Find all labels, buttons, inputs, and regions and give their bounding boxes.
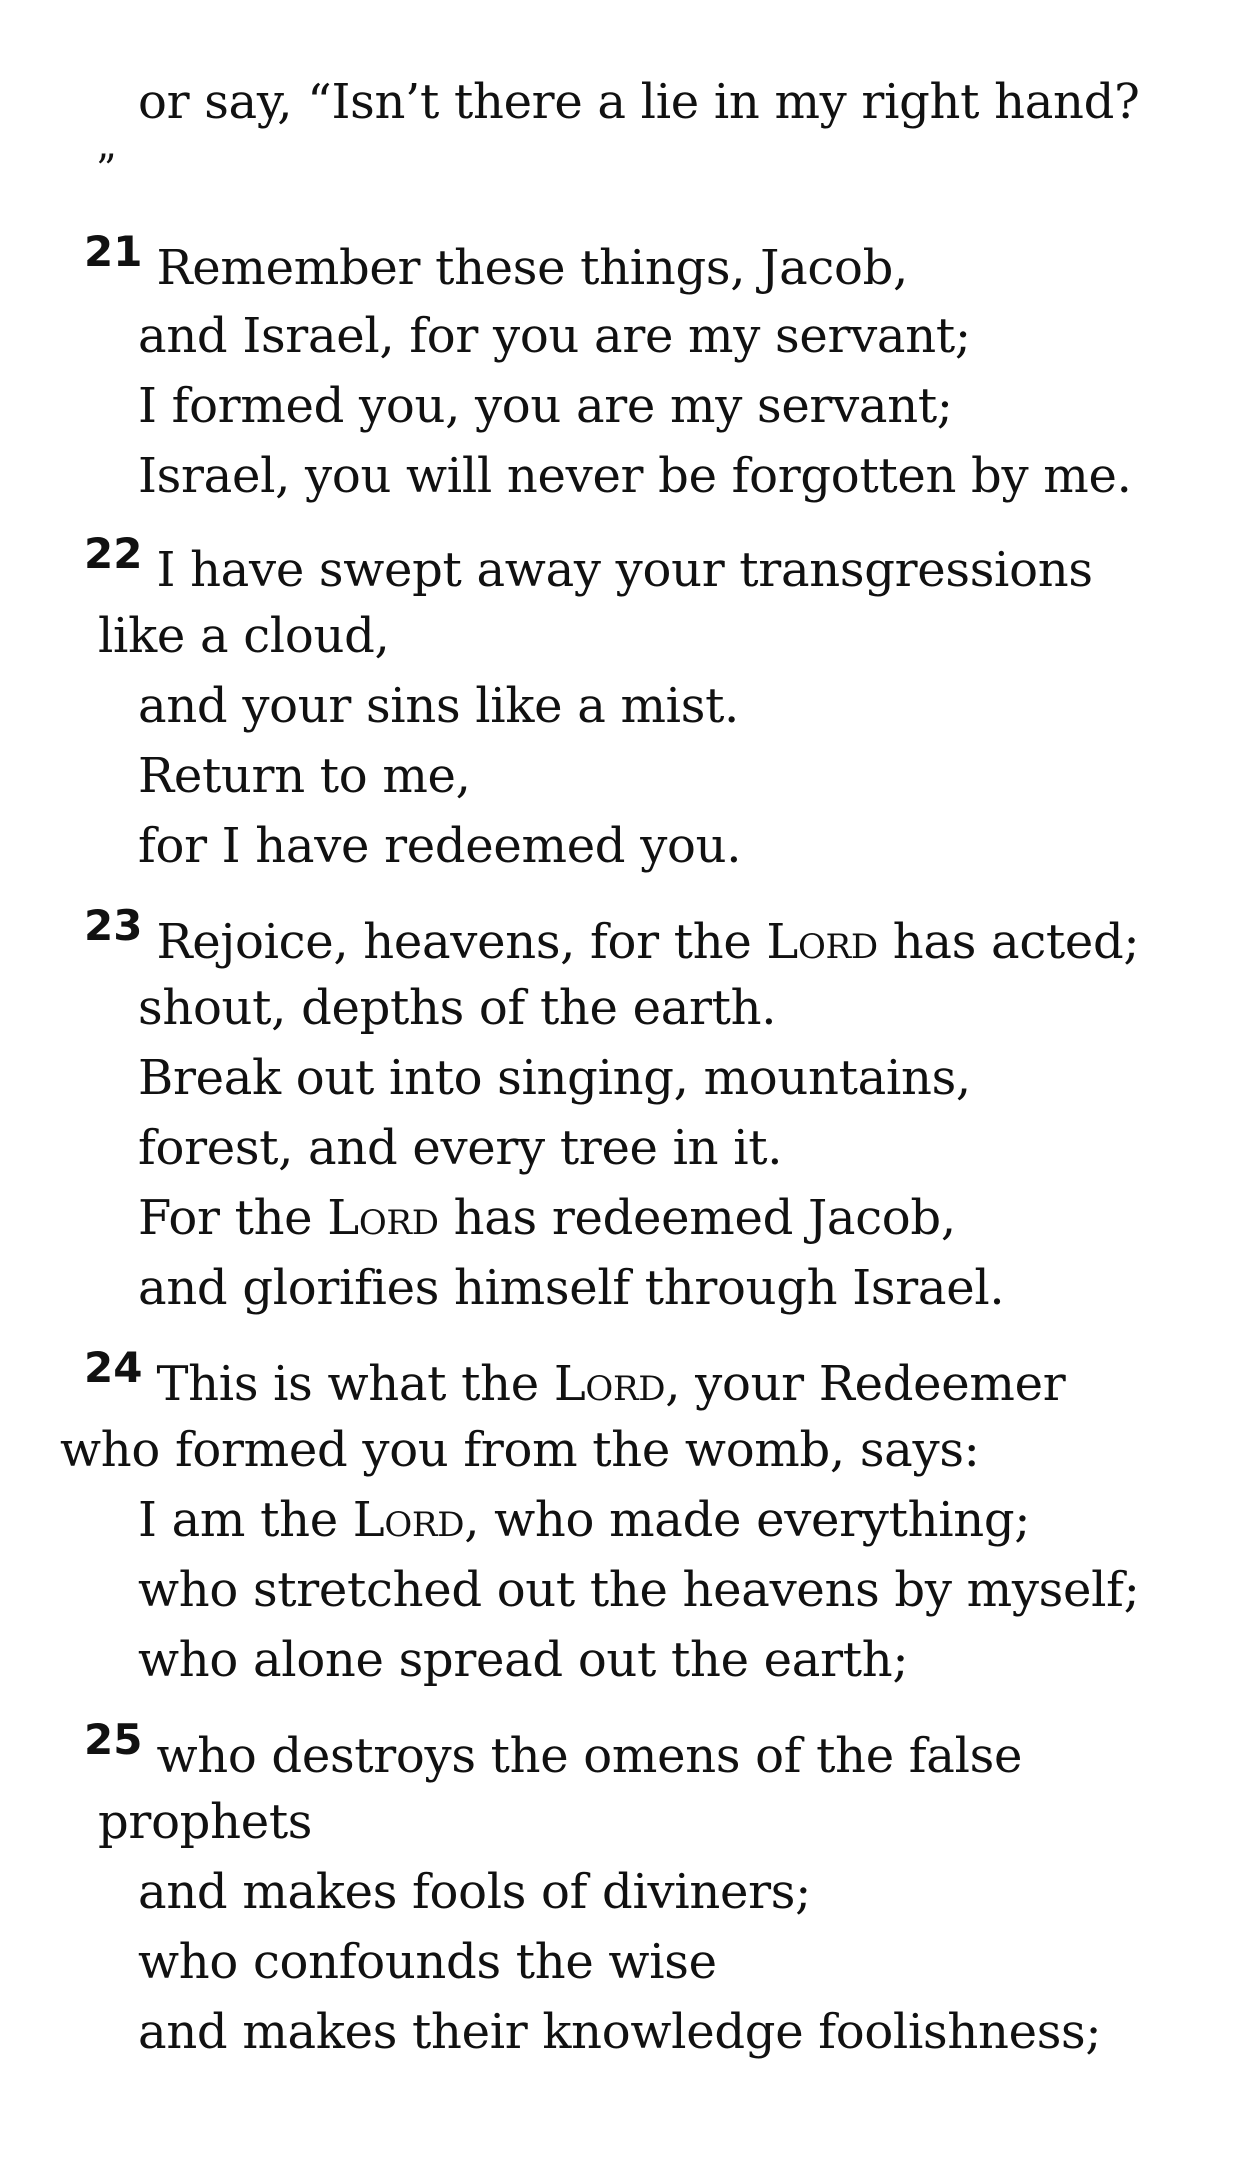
poetry-line: forest, and every tree in it. (138, 1120, 783, 1176)
verse-21-first-line (84, 227, 908, 300)
verse-number: 24 (84, 1343, 143, 1392)
verse-number: 22 (84, 529, 143, 578)
poetry-line: Return to me, (138, 748, 471, 804)
verse-number: 21 (84, 227, 143, 276)
poetry-line: I formed you, you are my servant; (138, 378, 953, 434)
verse-23-first-line (84, 901, 1140, 974)
divine-name: Lord (327, 1190, 439, 1246)
poetry-line: who stretched out the heavens by myself; (138, 1562, 1140, 1618)
poetry-line: for I have redeemed you. (138, 818, 742, 874)
line-text: has redeemed Jacob, (438, 1190, 956, 1246)
divine-name: Lord (352, 1492, 465, 1548)
poetry-line: and glorifies himself through Israel. (138, 1260, 1005, 1316)
verse-text: has acted; (877, 914, 1140, 970)
poetry-line: shout, depths of the earth. (138, 980, 777, 1036)
poetry-line-continuation: prophets (98, 1794, 313, 1850)
poetry-line: and makes their knowledge foolishness; (138, 2004, 1102, 2060)
line-text: I am the (138, 1492, 353, 1548)
verse-text: This is what the (156, 1356, 554, 1412)
verse-text: who destroys the omens of the false (156, 1728, 1023, 1784)
prose-line: who formed you from the womb, says: (60, 1422, 980, 1478)
poetry-line (138, 1188, 956, 1248)
verse-text: Remember these things, Jacob, (156, 240, 908, 296)
verse-22-first-line (84, 529, 1093, 602)
poetry-line: Israel, you will never be forgotten by me. (138, 448, 1132, 504)
poetry-line (138, 1490, 1030, 1550)
verse-text: , your Redeemer (665, 1356, 1066, 1412)
verse-24-first-line (84, 1343, 1066, 1416)
poetry-line: and Israel, for you are my servant; (138, 308, 971, 364)
verse-number: 23 (84, 901, 143, 950)
divine-name: Lord (553, 1356, 666, 1412)
verse-text: Rejoice, heavens, for the (156, 914, 767, 970)
poetry-line: who confounds the wise (138, 1934, 717, 1990)
line-text: For the (138, 1190, 328, 1246)
poetry-line: and your sins like a mist. (138, 678, 740, 734)
poetry-line: Break out into singing, mountains, (138, 1050, 971, 1106)
poetry-line-continuation: like a cloud, (98, 608, 390, 664)
poetry-line: who alone spread out the earth; (138, 1632, 909, 1688)
verse-number: 25 (84, 1715, 143, 1764)
poetry-line: and makes fools of diviners; (138, 1864, 811, 1920)
closing-quote-mark: ” (96, 147, 117, 193)
verse-text: I have swept away your transgressions (156, 542, 1093, 598)
divine-name: Lord (766, 914, 878, 970)
poetry-line: or say, “Isn’t there a lie in my right hand? (138, 74, 1140, 130)
line-text: , who made everything; (464, 1492, 1031, 1548)
verse-25-first-line (84, 1715, 1023, 1788)
